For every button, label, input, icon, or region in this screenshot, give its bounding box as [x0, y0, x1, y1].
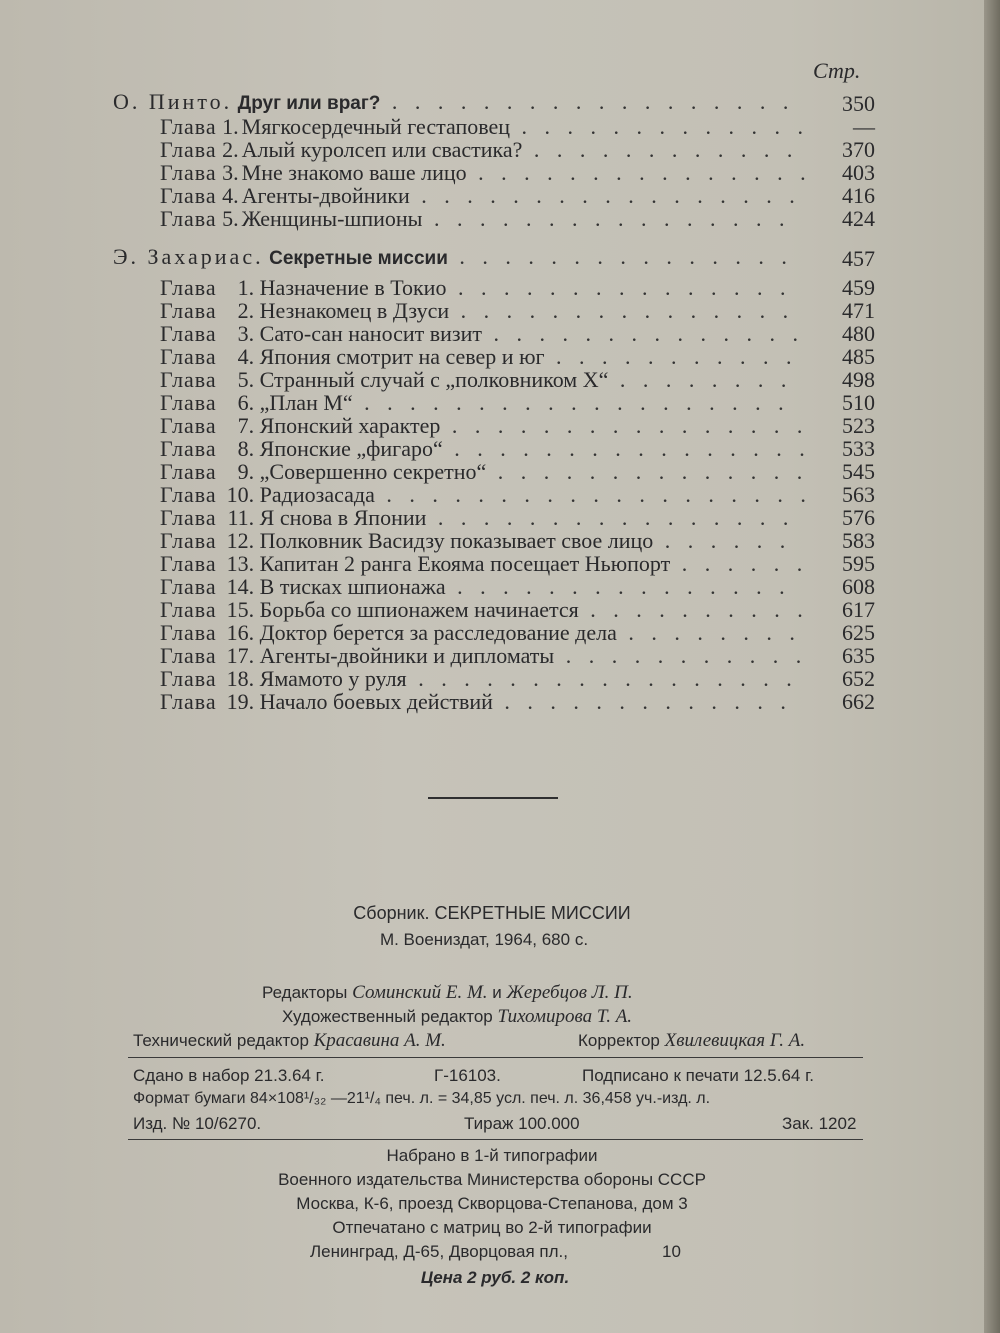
toc-chapter-row [160, 299, 794, 323]
chapter-page-number: 617 [842, 597, 875, 622]
chapter-label: Глава [160, 183, 217, 208]
chapter-title: „План М“ [259, 390, 353, 415]
publisher-line: М. Воениздат, 1964, 680 с. [379, 930, 589, 949]
toc-chapter-row [160, 460, 808, 484]
section-page-number: 350 [842, 91, 875, 116]
chapter-page-number: 533 [842, 436, 875, 461]
leader-dots: . . . . . . [653, 528, 792, 553]
leader-dots: . . . . . . . . . . . [544, 344, 798, 369]
printed-line-3: Москва, К-6, проезд Скворцова-Степанова, дом 3 [296, 1194, 688, 1213]
editors-names-2: Жеребцов Л. П. [506, 982, 633, 1003]
chapter-number: 3. [237, 321, 255, 346]
leader-dots: . . . . . . . . [608, 367, 793, 392]
chapter-number: 1. [222, 114, 239, 139]
leader-dots: . . . . . . . . . . . . . . . . . . [380, 89, 795, 114]
chapter-number: 14. [226, 574, 255, 599]
corrector-name: Хвилевицкая Г. А. [664, 1030, 806, 1051]
chapter-title: Незнакомец в Дзуси [259, 298, 450, 323]
chapter-label: Глава [160, 206, 217, 231]
toc-chapter-row [160, 276, 791, 300]
price: Цена 2 руб. 2 коп. [420, 1268, 570, 1287]
chapter-title: Агенты-двойники [241, 183, 410, 208]
leader-dots: . . . . . . . . . . . . . . . . [442, 436, 811, 461]
chapter-number: 3. [222, 160, 239, 185]
page-edge-shadow [984, 0, 1000, 1333]
chapter-label: Глава [160, 643, 217, 668]
printed-line-4: Отпечатано с матриц во 2-й типографии [332, 1218, 652, 1237]
chapter-page-number: 595 [842, 551, 875, 576]
chapter-number: 17. [226, 643, 255, 668]
toc-section-heading [113, 90, 794, 114]
section-page-number: 457 [842, 246, 875, 271]
chapter-label: Глава [160, 275, 217, 300]
tech-editor-label: Технический редактор [133, 1031, 309, 1050]
chapter-label: Глава [160, 321, 217, 346]
chapter-page-number: 523 [842, 413, 875, 438]
chapter-label: Глава [160, 137, 217, 162]
chapter-number: 13. [226, 551, 255, 576]
section-author: Э. Захариас. [113, 244, 264, 269]
chapter-page-number: 635 [842, 643, 875, 668]
chapter-title: Мне знакомо ваше лицо [241, 160, 467, 185]
chapter-number: 7. [237, 413, 255, 438]
toc-chapter-row [160, 690, 792, 714]
toc-chapter-row [160, 621, 801, 645]
chapter-number: 2. [222, 137, 239, 162]
chapter-title: Полковник Васидзу показывает свое лицо [259, 528, 654, 553]
chapter-number: 5. [237, 367, 255, 392]
leader-dots: . . . . . . . . . . . . [522, 137, 799, 162]
toc-chapter-row [160, 529, 791, 553]
chapter-label: Глава [160, 597, 217, 622]
tech-editor-line [133, 1030, 446, 1052]
chapter-number: 5. [222, 206, 239, 231]
printed-line-1: Набрано в 1-й типографии [386, 1146, 598, 1165]
chapter-page-number: 625 [842, 620, 875, 645]
toc-chapter-row [160, 115, 809, 139]
chapter-label: Глава [160, 114, 217, 139]
chapter-page-number: 480 [842, 321, 875, 346]
chapter-title: Начало боевых действий [259, 689, 493, 714]
toc-chapter-row [160, 184, 801, 208]
chapter-number: 12. [226, 528, 255, 553]
leader-dots: . . . . . . . . . . . . . . . . . [406, 666, 798, 691]
chapter-label: Глава [160, 505, 217, 530]
chapter-title: Япония смотрит на север и юг [259, 344, 545, 369]
section-work-title: Секретные миссии [269, 248, 448, 269]
leader-dots: . . . . . . . . . . . . . . . . [440, 413, 809, 438]
leader-dots: . . . . . . . . . . . . . . . . . [409, 183, 801, 208]
chapter-title: Японский характер [259, 413, 441, 438]
toc-chapter-row [160, 598, 809, 622]
editors-names: Соминский Е. М. [352, 982, 488, 1003]
chapter-page-number: 662 [842, 689, 875, 714]
chapter-page-number: 471 [842, 298, 875, 323]
toc-chapter-row [160, 483, 812, 507]
izd-number: Изд. № 10/6270. [133, 1114, 262, 1133]
toc-chapter-row [160, 575, 791, 599]
leader-dots: . . . . . . . . . . . . . . . [445, 574, 791, 599]
chapter-title: Капитан 2 ранга Екояма посещает Ньюпорт [259, 551, 671, 576]
chapter-title: Сато-сан наносит визит [259, 321, 483, 346]
chapter-title: Алый куролсеп или свастика? [241, 137, 523, 162]
submitted-date: Сдано в набор 21.3.64 г. [133, 1066, 325, 1085]
censor-code: Г-16103. [434, 1066, 501, 1085]
chapter-page-number: 576 [842, 505, 875, 530]
corrector-label: Корректор [578, 1031, 660, 1050]
chapter-page-number: 416 [842, 183, 875, 208]
leader-dots: . . . . . . . . . . . . . . [482, 321, 805, 346]
leader-dots: . . . . . . . . . . . . . . . . [422, 206, 791, 231]
chapter-label: Глава [160, 689, 217, 714]
chapter-title: Радиозасада [259, 482, 375, 507]
chapter-page-number: 370 [842, 137, 875, 162]
chapter-number: 4. [237, 344, 255, 369]
chapter-title: Назначение в Токио [259, 275, 447, 300]
chapter-title: Борьба со шпионажем начинается [259, 597, 579, 622]
chapter-label: Глава [160, 666, 217, 691]
chapter-page-number: 652 [842, 666, 875, 691]
leader-dots: . . . . . . . . . . [578, 597, 809, 622]
toc-chapter-row [160, 552, 808, 576]
chapter-title: Женщины-шпионы [241, 206, 423, 231]
toc-chapter-row [160, 644, 807, 668]
chapter-page-number: 403 [842, 160, 875, 185]
chapter-page-number: — [853, 114, 875, 139]
print-run: Тираж 100.000 [464, 1114, 580, 1133]
chapter-label: Глава [160, 459, 217, 484]
chapter-page-number: 545 [842, 459, 875, 484]
toc-chapter-row [160, 138, 798, 162]
chapter-label: Глава [160, 413, 217, 438]
chapter-number: 10. [226, 482, 255, 507]
chapter-label: Глава [160, 551, 217, 576]
leader-dots: . . . . . . . . . . . . . . . . . . . [352, 390, 790, 415]
art-editor-name: Тихомирова Т. А. [497, 1006, 633, 1027]
corrector-line [578, 1030, 805, 1052]
chapter-number: 8. [237, 436, 255, 461]
chapter-page-number: 498 [842, 367, 875, 392]
chapter-page-number: 608 [842, 574, 875, 599]
divider-rule [428, 797, 558, 799]
chapter-number: 2. [237, 298, 255, 323]
chapter-label: Глава [160, 160, 217, 185]
chapter-page-number: 459 [842, 275, 875, 300]
paper-format: Формат бумаги 84×108¹/₃₂ —21¹/₄ печ. л. = 34,85 усл. печ. л. 36,458 уч.-изд. л. [133, 1090, 711, 1107]
chapter-label: Глава [160, 436, 217, 461]
toc-chapter-row [160, 322, 804, 346]
leader-dots: . . . . . . . . . . . . . . . . [426, 505, 795, 530]
toc-chapter-row [160, 391, 790, 415]
page-column-header: Стр. [813, 58, 861, 83]
chapter-title: Мягкосердечный гестаповец [241, 114, 511, 139]
leader-dots: . . . . . . . . . . . . . [492, 689, 792, 714]
toc-chapter-row [160, 414, 808, 438]
chapter-title: Странный случай с „полковником X“ [259, 367, 609, 392]
chapter-page-number: 424 [842, 206, 875, 231]
chapter-page-number: 563 [842, 482, 875, 507]
chapter-number: 19. [226, 689, 255, 714]
chapter-number: 4. [222, 183, 239, 208]
leader-dots: . . . . . . . . . . . . . . . [447, 244, 793, 269]
chapter-number: 11. [227, 505, 255, 530]
chapter-title: Доктор берется за расследование дела [259, 620, 617, 645]
toc-chapter-row [160, 345, 798, 369]
editors-line [262, 982, 633, 1004]
chapter-page-number: 583 [842, 528, 875, 553]
leader-dots: . . . . . . . . . . . . . . [486, 459, 809, 484]
chapter-number: 9. [237, 459, 255, 484]
leader-dots: . . . . . . . . . . . . . . . [449, 298, 795, 323]
collection-title: Сборник. СЕКРЕТНЫЕ МИССИИ [353, 903, 631, 923]
chapter-number: 1. [237, 275, 255, 300]
leader-dots: . . . . . . . . . . . . . . . . . . . [374, 482, 812, 507]
chapter-label: Глава [160, 298, 217, 323]
chapter-title: Агенты-двойники и дипломаты [259, 643, 555, 668]
art-editor-line [282, 1006, 632, 1028]
chapter-label: Глава [160, 344, 217, 369]
leader-dots: . . . . . . . . [616, 620, 801, 645]
editors-label: Редакторы [262, 983, 348, 1002]
leader-dots: . . . . . . . . . . . . . . . [466, 160, 812, 185]
chapter-number: 15. [226, 597, 255, 622]
toc-chapter-row [160, 161, 812, 185]
art-editor-label: Художественный редактор [282, 1007, 493, 1026]
toc-chapter-row [160, 207, 790, 231]
chapter-page-number: 485 [842, 344, 875, 369]
signed-date: Подписано к печати 12.5.64 г. [582, 1066, 814, 1085]
leader-dots: . . . . . . [670, 551, 809, 576]
editors-and: и [492, 983, 502, 1002]
leader-dots: . . . . . . . . . . . . . . . [446, 275, 792, 300]
leader-dots: . . . . . . . . . . . . . [510, 114, 810, 139]
section-work-title: Друг или враг? [237, 93, 381, 114]
chapter-number: 18. [226, 666, 255, 691]
toc-chapter-row [160, 437, 811, 461]
chapter-number: 6. [237, 390, 255, 415]
printed-line-5-number: 10 [662, 1242, 681, 1261]
chapter-label: Глава [160, 482, 217, 507]
toc-chapter-row [160, 667, 798, 691]
chapter-title: „Совершенно секретно“ [259, 459, 487, 484]
section-author: О. Пинто. [113, 89, 233, 114]
imprint-bottom-rule [128, 1139, 863, 1140]
order-number: Зак. 1202 [782, 1114, 857, 1133]
chapter-number: 16. [226, 620, 255, 645]
printed-line-5: Ленинград, Д-65, Дворцовая пл., [310, 1242, 568, 1261]
toc-chapter-row [160, 506, 794, 530]
chapter-label: Глава [160, 620, 217, 645]
chapter-label: Глава [160, 390, 217, 415]
chapter-label: Глава [160, 574, 217, 599]
toc-section-heading [113, 245, 793, 269]
chapter-label: Глава [160, 367, 217, 392]
tech-editor-name: Красавина А. М. [313, 1030, 446, 1051]
imprint-top-rule [128, 1057, 863, 1058]
printed-line-2: Военного издательства Министерства обороны СССР [278, 1170, 706, 1189]
chapter-label: Глава [160, 528, 217, 553]
toc-chapter-row [160, 368, 792, 392]
chapter-page-number: 510 [842, 390, 875, 415]
chapter-title: Я снова в Японии [259, 505, 427, 530]
chapter-title: Японские „фигаро“ [259, 436, 443, 461]
leader-dots: . . . . . . . . . . . [554, 643, 808, 668]
chapter-title: Ямамото у руля [259, 666, 407, 691]
chapter-title: В тисках шпионажа [259, 574, 446, 599]
